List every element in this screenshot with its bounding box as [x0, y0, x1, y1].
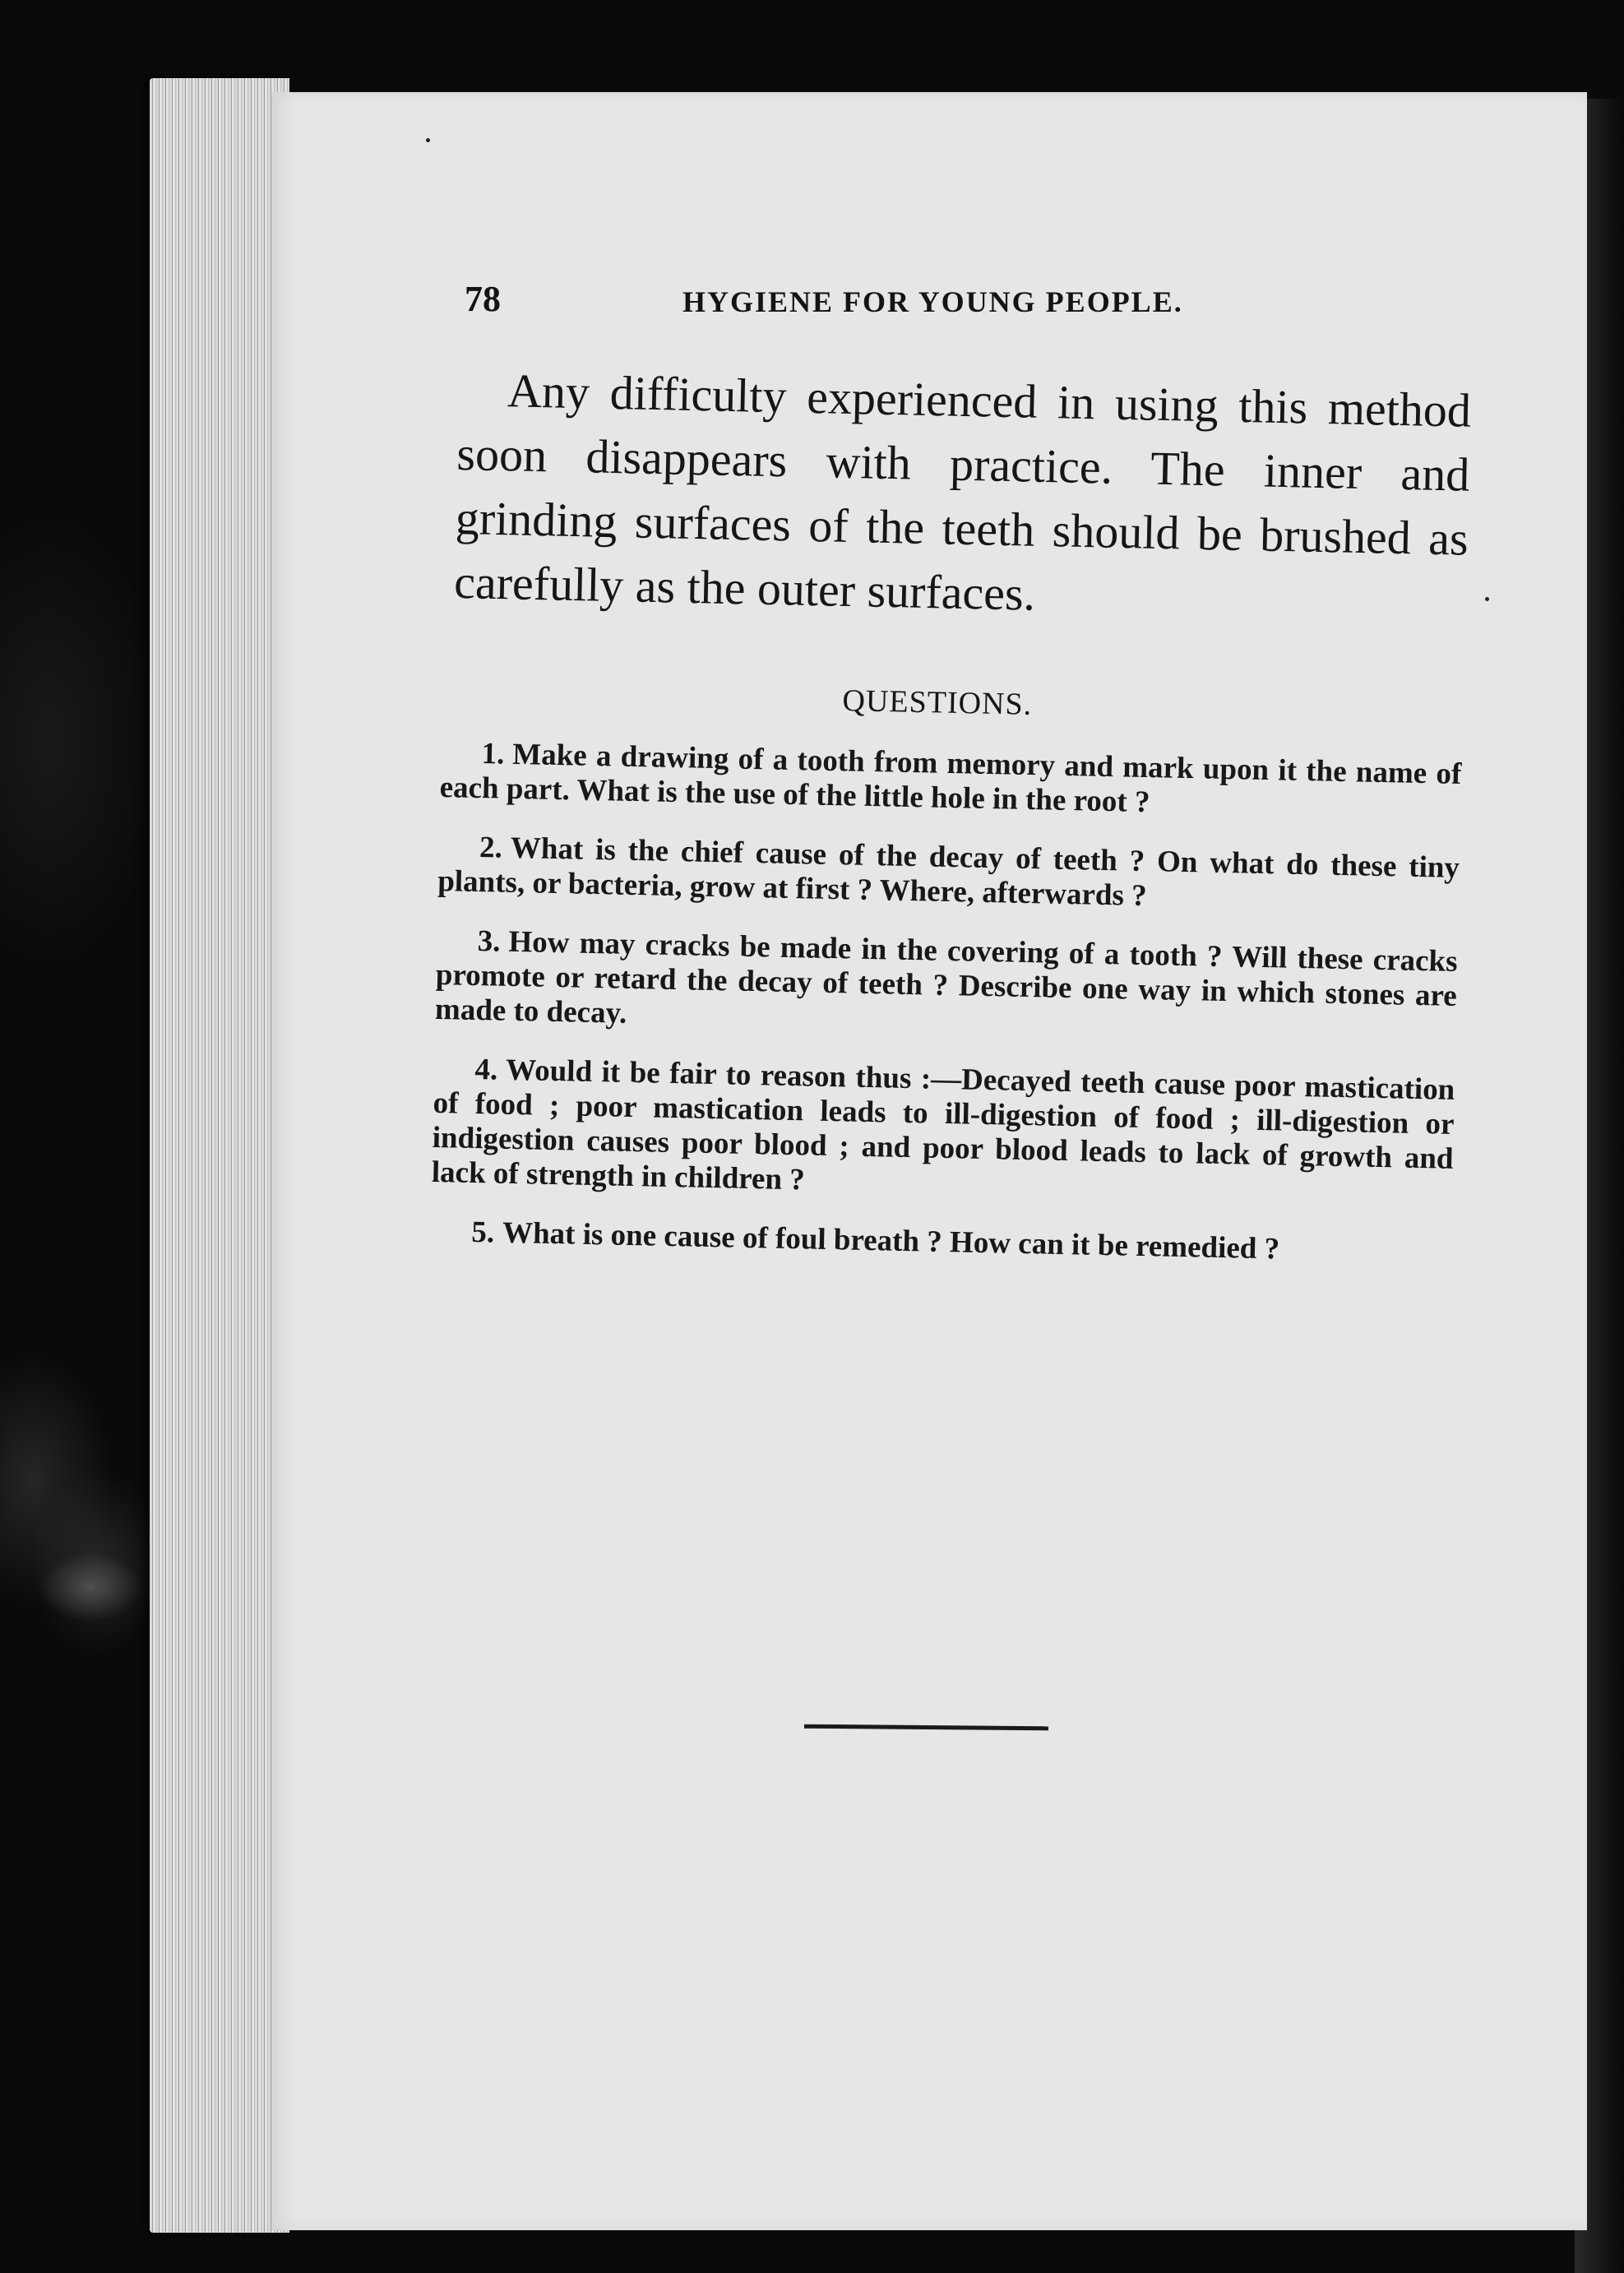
- questions-list: [429, 736, 1461, 1295]
- running-title: HYGIENE FOR YOUNG PEOPLE.: [682, 285, 1183, 318]
- question-item: [430, 1215, 1452, 1271]
- question-number: 2.: [479, 831, 503, 865]
- question-number: 1.: [481, 737, 505, 771]
- body-paragraph: Any difficulty experienced in using this method soon disappears with practice. The inner and grinding surfaces of the teeth should be brushed as carefully as the outer surfaces.: [453, 363, 1472, 621]
- question-text: Would it be fair to reason thus :—Decayed teeth cause poor mastication of food ; poor mastication leads to ill-digestion of food ; ill-digestion or indigestion causes poor blood ; and poor blood leads to lack of growth and lack of strength in children ?: [431, 1053, 1455, 1197]
- dust-speck: [1485, 597, 1489, 601]
- dust-speck: [426, 138, 430, 142]
- question-item: [435, 924, 1458, 1049]
- question-number: 4.: [474, 1052, 498, 1087]
- page-stack-edges: [150, 78, 289, 2233]
- question-text: How may cracks be made in the covering of a tooth ? Will these cracks promote or retard the decay of teeth ? Describe one way in which stones are made to decay.: [434, 924, 1458, 1030]
- question-number: 5.: [470, 1215, 495, 1250]
- question-text: Make a drawing of a tooth from memory and mark upon it the name of each part. What is the use of the little hole in the root ?: [439, 737, 1462, 820]
- page-header: [465, 278, 1254, 327]
- questions-heading: QUESTIONS.: [842, 683, 1033, 722]
- question-text: What is the chief cause of the decay of teeth ? On what do these tiny plants, or bacteria, grow at first ? Where, afterwards ?: [437, 831, 1460, 914]
- question-text: What is one cause of foul breath ? How can it be remedied ?: [502, 1215, 1280, 1266]
- question-item: [437, 830, 1460, 920]
- page-number: 78: [465, 279, 501, 319]
- question-number: 3.: [477, 924, 501, 959]
- question-item: [431, 1052, 1455, 1211]
